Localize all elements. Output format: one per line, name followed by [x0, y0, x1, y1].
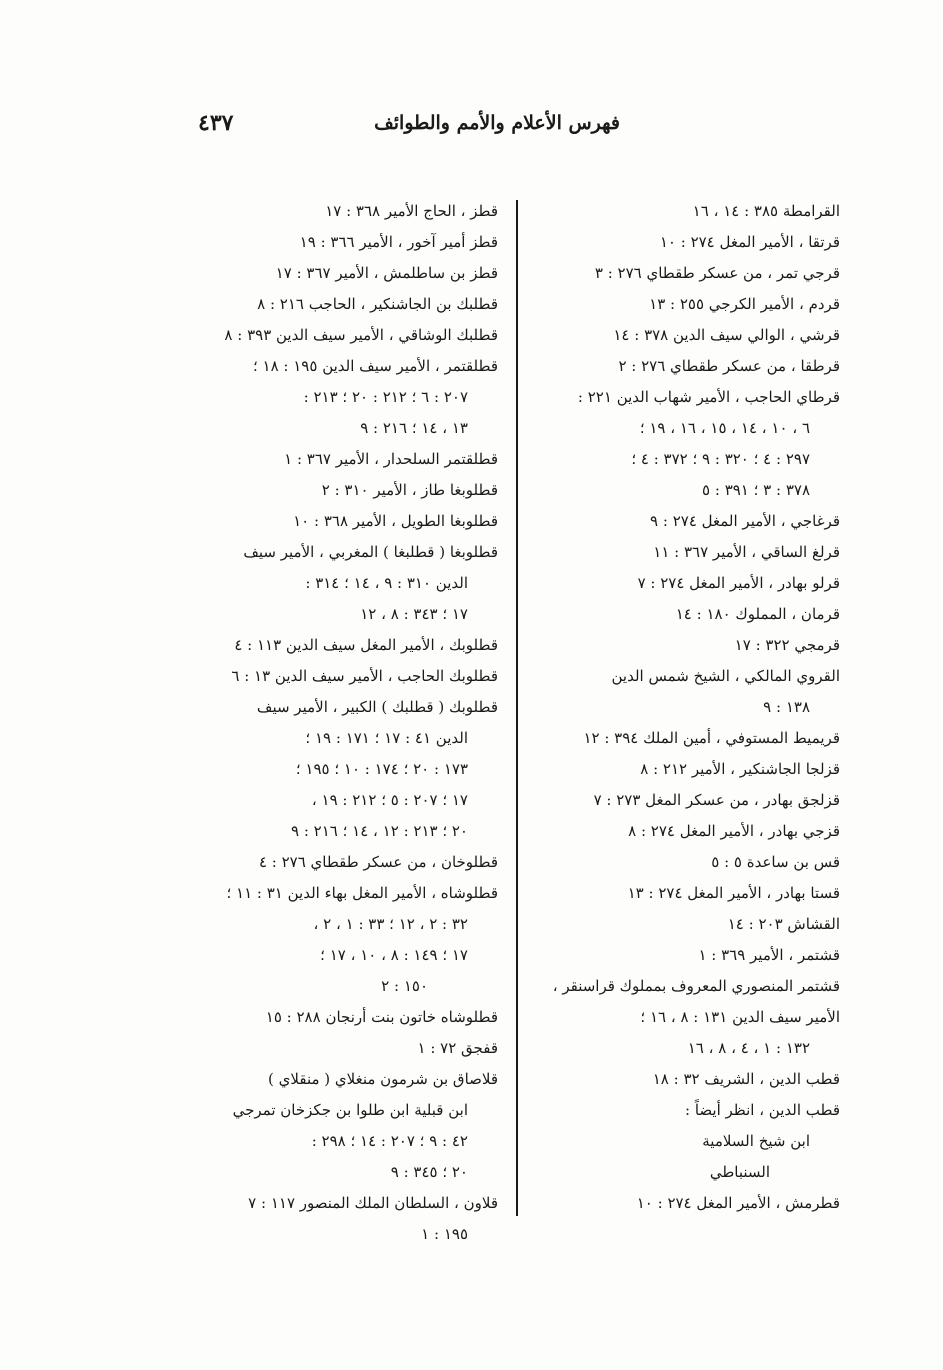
index-entry-continuation: الدين ٤١ : ١٧ ؛ ١٧١ : ١٩ ؛ [305, 729, 468, 747]
index-entry: قزجي بهادر ، الأمير المغل ٢٧٤ : ٨ [628, 822, 840, 840]
index-entry-continuation: ٢٩٧ : ٤ ؛ ٣٢٠ : ٩ ؛ ٣٧٢ : ٤ ؛ [631, 450, 810, 468]
index-entry: القرامطة ٣٨٥ : ١٤ ، ١٦ [692, 202, 840, 220]
index-entry-continuation: السنباطي [709, 1163, 770, 1181]
page-header-title: فهرس الأعلام والأمم والطوائف [374, 112, 620, 134]
index-entry: قرغاجي ، الأمير المغل ٢٧٤ : ٩ [650, 512, 840, 530]
index-entry-continuation: الدين ٣١٠ : ٩ ، ١٤ ؛ ٣١٤ : [305, 574, 468, 592]
index-entry-continuation: ابن شيخ السلامية [702, 1132, 810, 1150]
index-column-left [188, 196, 498, 1250]
index-entry: قزلجق بهادر ، من عسكر المغل ٢٧٣ : ٧ [593, 791, 840, 809]
index-entry: القشاش ٢٠٣ : ١٤ [727, 915, 840, 933]
index-entry: قرشي ، الوالي سيف الدين ٣٧٨ : ١٤ [613, 326, 840, 344]
index-entry-continuation: ١٣٨ : ٩ [763, 698, 810, 716]
index-entry-continuation: ٤٢ : ٩ ؛ ٢٠٧ : ١٤ ؛ ٢٩٨ : [311, 1132, 468, 1150]
index-entry-continuation: ٦ ، ١٠ ، ١٤ ، ١٥ ، ١٦ ، ١٩ ؛ [639, 419, 810, 437]
index-entry: قطب الدين ، الشريف ٣٢ : ١٨ [652, 1070, 840, 1088]
index-entry-continuation: ٢٠٧ : ٦ ؛ ٢١٢ : ٢٠ ؛ ٢١٣ : [303, 388, 468, 406]
index-entry: قطز بن ساطلمش ، الأمير ٣٦٧ : ١٧ [275, 264, 498, 282]
index-entry: قطلوبك ، الأمير المغل سيف الدين ١١٣ : ٤ [234, 636, 498, 654]
index-entry: قطز ، الحاج الأمير ٣٦٨ : ١٧ [325, 202, 498, 220]
index-entry-continuation: ١٧٣ : ٢٠ ؛ ١٧٤ : ١٠ ؛ ١٩٥ ؛ [295, 760, 468, 778]
index-entry: قطلوبغا طاز ، الأمير ٣١٠ : ٢ [321, 481, 498, 499]
index-entry-continuation: ١٣٢ : ١ ، ٤ ، ٨ ، ١٦ [687, 1039, 810, 1057]
index-entry: قرطقا ، من عسكر طقطاي ٢٧٦ : ٢ [618, 357, 840, 375]
index-entry: قريميط المستوفي ، أمين الملك ٣٩٤ : ١٢ [583, 729, 840, 747]
index-entry: قلاصاق بن شرمون منغلاي ( منقلاي ) [268, 1070, 498, 1088]
index-entry: قس بن ساعدة ٥ : ٥ [711, 853, 840, 871]
index-entry: قطلوخان ، من عسكر طقطاي ٢٧٦ : ٤ [258, 853, 498, 871]
index-entry: القروي المالكي ، الشيخ شمس الدين [611, 667, 840, 685]
column-divider [516, 200, 518, 1216]
index-entry: قشتمر ، الأمير ٣٦٩ : ١ [698, 946, 840, 964]
index-entry: قطلبك الوشاقي ، الأمير سيف الدين ٣٩٣ : ٨ [224, 326, 498, 344]
index-entry: قطلوشاه خاتون بنت أرنجان ٢٨٨ : ١٥ [265, 1008, 498, 1026]
index-entry: قستا بهادر ، الأمير المغل ٢٧٤ : ١٣ [627, 884, 840, 902]
index-entry: قرمجي ٣٢٢ : ١٧ [734, 636, 840, 654]
index-entry-continuation: ١٥٠ : ٢ [381, 977, 428, 995]
index-entry-continuation: ٢٠ ؛ ٢١٣ : ١٢ ، ١٤ ؛ ٢١٦ : ٩ [291, 822, 468, 840]
index-entry: قرلو بهادر ، الأمير المغل ٢٧٤ : ٧ [637, 574, 840, 592]
index-entry-continuation: ١٧ ؛ ٢٠٧ : ٥ ؛ ٢١٢ : ١٩ ، [311, 791, 468, 809]
index-entry: قرطاي الحاجب ، الأمير شهاب الدين ٢٢١ : [577, 388, 840, 406]
index-entry-continuation: ١٧ ؛ ٣٤٣ : ٨ ، ١٢ [360, 605, 468, 623]
index-entry: قردم ، الأمير الكرجي ٢٥٥ : ١٣ [649, 295, 840, 313]
index-entry: قطلوبغا الطويل ، الأمير ٣٦٨ : ١٠ [293, 512, 498, 530]
index-entry: قزلجا الجاشنكير ، الأمير ٢١٢ : ٨ [640, 760, 840, 778]
index-entry: قرمان ، المملوك ١٨٠ : ١٤ [675, 605, 840, 623]
index-entry: قفجق ٧٢ : ١ [417, 1039, 498, 1057]
index-entry: قرتقا ، الأمير المغل ٢٧٤ : ١٠ [659, 233, 840, 251]
index-column-right [548, 196, 840, 1219]
index-entry-continuation: ٢٠ ؛ ٣٤٥ : ٩ [390, 1163, 468, 1181]
index-entry: قطلوشاه ، الأمير المغل بهاء الدين ٣١ : ١١ ؛ [226, 884, 498, 902]
index-entry-continuation: ١٧ ؛ ١٤٩ : ٨ ، ١٠ ، ١٧ ؛ [320, 946, 468, 964]
index-entry-continuation: ابن قبلية ابن طلوا بن جكزخان تمرجي [232, 1101, 468, 1119]
index-entry: قطلوبغا ( قطلبغا ) المغربي ، الأمير سيف [243, 543, 498, 561]
index-entry: قرلغ الساقي ، الأمير ٣٦٧ : ١١ [653, 543, 840, 561]
index-entry: قطلبك بن الجاشنكير ، الحاجب ٢١٦ : ٨ [257, 295, 498, 313]
index-entry: قلاون ، السلطان الملك المنصور ١١٧ : ٧ [248, 1194, 498, 1212]
index-entry: قطب الدين ، انظر أيضاً : [685, 1101, 840, 1119]
index-entry: قطلوبك الحاجب ، الأمير سيف الدين ١٣ : ٦ [231, 667, 498, 685]
index-entry: قطلوبك ( قطلبك ) الكبير ، الأمير سيف [256, 698, 498, 716]
index-entry-continuation: ١٩٥ : ١ [421, 1225, 468, 1243]
index-entry: قرجي تمر ، من عسكر طقطاي ٢٧٦ : ٣ [594, 264, 840, 282]
page-number: ٤٣٧ [198, 110, 234, 136]
index-entry: قطلقتمر ، الأمير سيف الدين ١٩٥ : ١٨ ؛ [252, 357, 498, 375]
index-entry-continuation: ١٣ ، ١٤ ؛ ٢١٦ : ٩ [360, 419, 468, 437]
index-entry-continuation: ٣٧٨ : ٣ ؛ ٣٩١ : ٥ [702, 481, 810, 499]
index-entry: الأمير سيف الدين ١٣١ : ٨ ، ١٦ ؛ [640, 1008, 840, 1026]
index-entry: قطلقتمر السلحدار ، الأمير ٣٦٧ : ١ [284, 450, 498, 468]
index-entry-continuation: ٣٢ : ٢ ، ١٢ ؛ ٣٣ : ١ ، ٢ ، [313, 915, 468, 933]
index-entry: قطز أمير آخور ، الأمير ٣٦٦ : ١٩ [299, 233, 498, 251]
index-entry: قطرمش ، الأمير المغل ٢٧٤ : ١٠ [636, 1194, 840, 1212]
index-entry: قشتمر المنصوري المعروف بمملوك قراسنقر ، [552, 977, 840, 995]
